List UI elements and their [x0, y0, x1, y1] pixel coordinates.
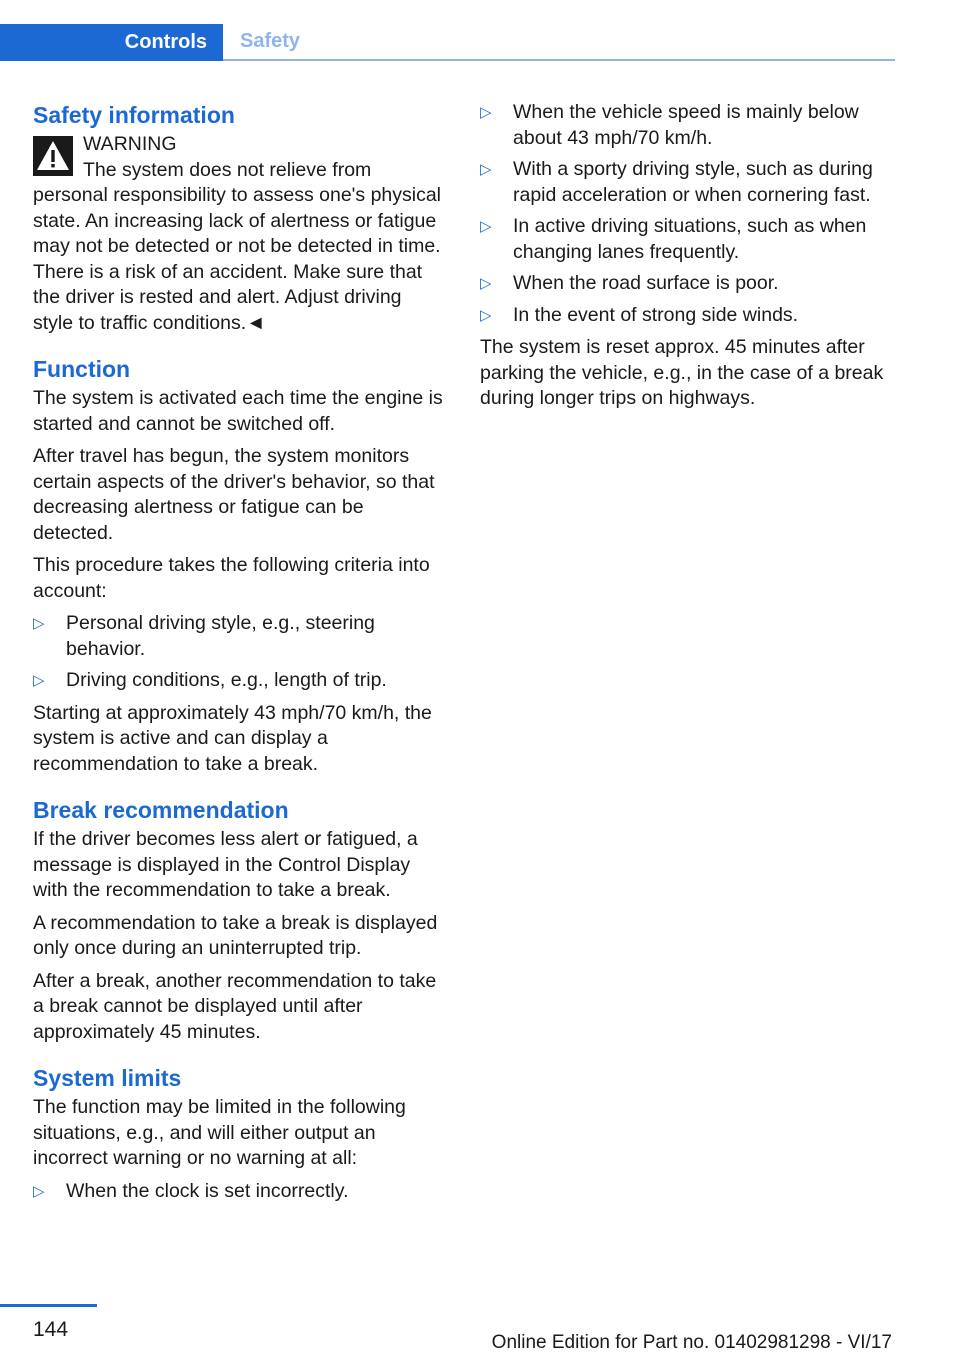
warning-triangle-icon: [33, 136, 73, 176]
page-number: 144: [33, 1318, 69, 1341]
break-recommendation-section: [33, 795, 445, 1045]
footer-rule: [0, 1304, 97, 1307]
bullet-triangle-icon: ▷: [480, 306, 492, 324]
warning-block: [33, 132, 445, 336]
bullet-triangle-icon: ▷: [33, 615, 45, 632]
warning-title: WARNING: [83, 133, 177, 155]
chapter-tabs: [0, 24, 895, 61]
warning-text: The system does not relieve from personal responsibility to assess one's physical state. An increasing lack of alertness or fatigue may not be detected or not be detected in time. There is a risk of an accident. Make sure that the driver is rested and alert. Adjust driving style to traffic conditions.◄: [33, 158, 442, 334]
function-section: [33, 354, 445, 777]
bullet-triangle-icon: ▷: [33, 1182, 45, 1200]
bullet-triangle-icon: ▷: [480, 275, 492, 292]
tab-safety[interactable]: Safety: [223, 24, 895, 61]
bullet-triangle-icon: ▷: [480, 104, 492, 121]
bullet-triangle-icon: ▷: [33, 672, 45, 689]
function-heading: Function: [33, 356, 131, 382]
break-paragraph: If the driver becomes less alert or fatigued, a message is displayed in the Control Display with the recommendation to take a break.: [33, 828, 418, 901]
list-item: ▷ In the event of strong side winds.: [480, 303, 892, 329]
break-recommendation-heading: Break recommendation: [33, 797, 289, 823]
limits-list-right: [480, 100, 892, 328]
edition-note: Online Edition for Part no. 01402981298 - VI/17: [491, 1332, 892, 1353]
list-item: ▷ Personal driving style, e.g., steering behavior.: [33, 612, 375, 660]
criteria-list: [33, 611, 445, 694]
function-paragraph: Starting at approximately 43 mph/70 km/h, the system is active and can display a recommendation to take a break.: [33, 701, 432, 775]
list-item: ▷ When the clock is set incorrectly.: [33, 1179, 445, 1205]
reset-paragraph: The system is reset approx. 45 minutes after parking the vehicle, e.g., in the case of a break during longer trips on highways.: [480, 336, 884, 409]
system-limits-heading: System limits: [33, 1065, 182, 1091]
list-item: ▷ When the road surface is poor.: [480, 271, 892, 297]
function-paragraph: The system is activated each time the engine is started and cannot be switched off.: [33, 387, 443, 435]
function-paragraph: After travel has begun, the system monitors certain aspects of the driver's behavior, so that decreasing alertness or fatigue can be detected.: [33, 445, 435, 544]
bullet-triangle-icon: ▷: [480, 218, 492, 235]
function-paragraph: This procedure takes the following criteria into account:: [33, 554, 430, 602]
right-column: [480, 100, 892, 419]
list-item: ▷ In active driving situations, such as when changing lanes frequently.: [480, 215, 867, 263]
left-column: [33, 100, 445, 1211]
break-paragraph: After a break, another recommendation to take a break cannot be displayed until after approximately 45 minutes.: [33, 969, 437, 1043]
list-item: ▷ With a sporty driving style, such as during rapid acceleration or when cornering fast.: [480, 158, 873, 206]
list-item: ▷ Driving conditions, e.g., length of trip.: [33, 668, 445, 694]
bullet-triangle-icon: ▷: [480, 161, 492, 178]
tab-controls[interactable]: Controls: [0, 24, 223, 61]
limits-paragraph: The function may be limited in the following situations, e.g., and will either output an incorrect warning or no warning at all:: [33, 1096, 406, 1169]
safety-information-heading: Safety information: [33, 102, 235, 128]
break-paragraph: A recommendation to take a break is displayed only once during an uninterrupted trip.: [33, 911, 438, 959]
limits-list-left: [33, 1179, 445, 1205]
system-limits-section: [33, 1063, 445, 1204]
safety-information-section: [33, 100, 445, 336]
list-item: ▷ When the vehicle speed is mainly below about 43 mph/70 km/h.: [480, 101, 859, 149]
